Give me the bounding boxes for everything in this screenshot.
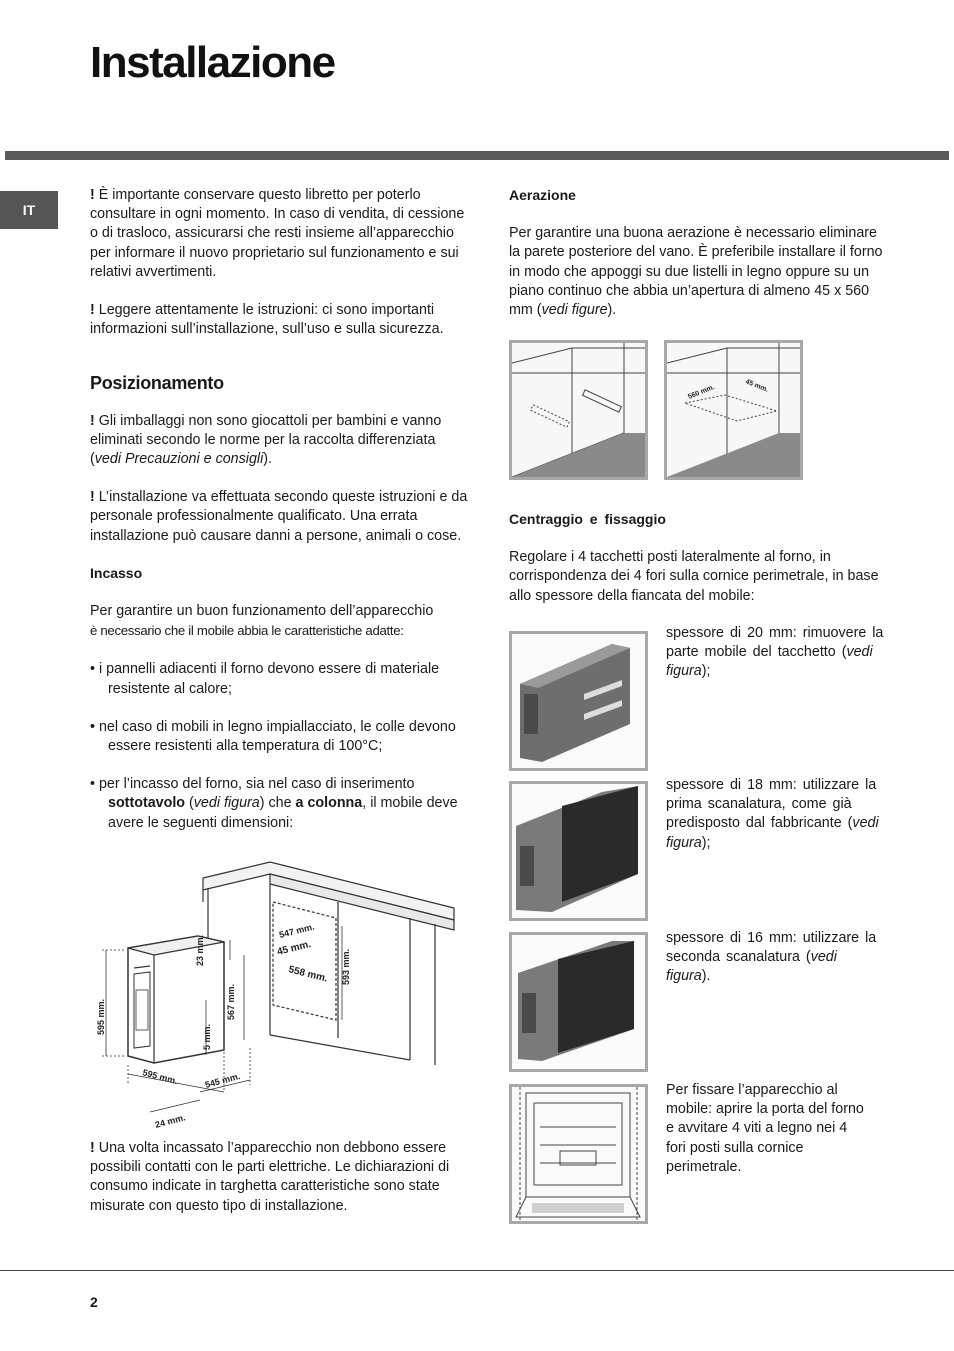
paragraph-incasso-intro: Per garantire un buon funzionamento dell’apparecchio è necessario che il mobile abbia le caratteristiche adatte: [90, 603, 434, 639]
dim-547-label: 547 mm. [278, 921, 316, 940]
paragraph-read-instructions: ! Leggere attentamente le istruzioni: ci sono importanti informazioni sull’installazione, sull’uso e sulla sicurezza. [90, 302, 444, 338]
bullet-heat-resistant: • i pannelli adiacenti il forno devono essere di materiale resistente al calore; [90, 661, 440, 697]
text-fixing: Per fissare l’apparecchio al mobile: aprire la porta del forno e avvitare 4 viti a legno nei 4 fori posti sulla cornice perimetrale. [666, 1082, 864, 1175]
paragraph-keep-booklet: ! È importante conservare questo libretto per poterlo consultare in ogni momento. In caso di vendita, di cessione o di trasloco, assicurarsi che resti insieme all’apparecchio per informare il nuovo proprietario sul funzionamento e sui relativi avvertimenti. [90, 187, 465, 280]
installation-dimensions-diagram [90, 860, 470, 1135]
dim-558-label: 558 mm. [287, 964, 329, 985]
language-tab: IT [0, 191, 58, 229]
dim-545-label: 545 mm. [203, 1070, 242, 1090]
dim-24-label: 24 mm. [153, 1112, 187, 1130]
page-number: 2 [90, 1294, 98, 1310]
spacer-figure-20mm [509, 631, 648, 771]
heading-posizionamento: Posizionamento [90, 373, 224, 394]
header-rule [5, 151, 949, 160]
heading-incasso: Incasso [90, 564, 143, 581]
bullet-glue-resistant: • nel caso di mobili in legno impiallacciato, le colle devono essere resistenti alla temperatura di 100°C; [90, 718, 456, 755]
right-column-centraggio [509, 510, 887, 606]
ventilation-figure-strips [509, 340, 648, 480]
text-spessore-16: spessore di 16 mm: utilizzare la seconda scanalatura (vedi figura). [666, 930, 877, 985]
dim-595-vertical-label: 595 mm. [96, 998, 106, 1035]
text-spessore-20: spessore di 20 mm: rimuovere la parte mobile del tacchetto (vedi figura); [666, 625, 884, 680]
ventilation-figure-opening [664, 340, 803, 480]
dim-567-label: 567 mm. [226, 983, 236, 1020]
dim-595-horizontal-label: 595 mm. [141, 1067, 179, 1087]
oven-fixing-figure [509, 1084, 648, 1224]
dim-23-label: 23 mm. [195, 934, 205, 966]
dim-5-label: 5 mm. [202, 1023, 212, 1050]
spacer-figure-18mm [509, 781, 648, 921]
footer-rule [0, 1270, 954, 1271]
page-title: Installazione [90, 38, 335, 87]
paragraph-electrical-safety: ! Una volta incassato l’apparecchio non debbono essere possibili contatti con le parti elettriche. Le dichiarazioni di consumo indicate in targhetta caratteristiche sono state misurate con questo tipo di installazione. [90, 1140, 450, 1214]
opening-45-label: 45 mm. [744, 378, 770, 394]
bullet-dimensions: • per l’incasso del forno, sia nel caso di inserimento sottotavolo (vedi figura) che a colonna, il mobile deve avere le seguenti dimensioni: [90, 776, 458, 831]
left-column [90, 186, 468, 833]
heading-aerazione: Aerazione [509, 187, 576, 203]
spacer-figure-16mm [509, 932, 648, 1072]
dim-45-label: 45 mm. [276, 938, 313, 958]
paragraph-packaging: ! Gli imballaggi non sono giocattoli per bambini e vanno eliminati secondo le norme per la raccolta differenziata (vedi Precauzioni e consigli). [90, 412, 442, 468]
paragraph-qualified-installation: ! L’installazione va effettuata secondo queste istruzioni e da personale professionalmente qualificato. Una errata installazione può causare danni a persone, animali o cose. [90, 489, 468, 544]
paragraph-aerazione: Per garantire una buona aerazione è necessario eliminare la parete posteriore del vano. È preferibile installare il forno in modo che appoggi su due listelli in legno oppure su un piano continuo che abbia un’apertura di almeno 45 x 560 mm (vedi figure). [509, 225, 883, 319]
text-spessore-18: spessore di 18 mm: utilizzare la prima scanalatura, come già predisposto dal fabbricante (vedi figura); [666, 777, 879, 851]
dim-593-label: 593 mm. [341, 948, 351, 985]
paragraph-centraggio: Regolare i 4 tacchetti posti lateralmente al forno, in corrispondenza dei 4 fori sulla cornice perimetrale, in base allo spessore della fiancata del mobile: [509, 549, 879, 604]
opening-560-label: 560 mm. [687, 383, 716, 401]
heading-centraggio: Centraggio e fissaggio [509, 511, 666, 527]
right-column-top [509, 186, 887, 320]
